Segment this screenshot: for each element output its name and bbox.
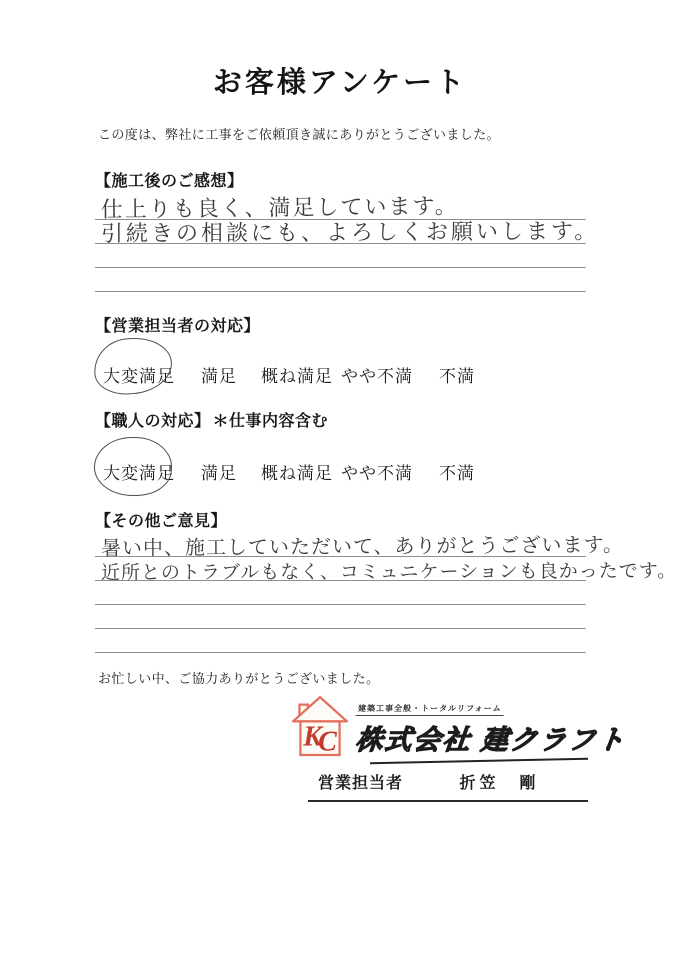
company-logo	[292, 696, 627, 762]
rating-option-somewhat-dissatisfied: やや不満	[341, 367, 413, 386]
house-monogram-icon	[292, 696, 348, 758]
craftsman-heading-note: ＊仕事内容含む	[212, 413, 329, 430]
rating-option-dissatisfied: 不満	[439, 464, 475, 483]
answer-line	[95, 557, 678, 584]
section-heading-craftsman	[95, 408, 328, 431]
handwritten-comment: 引続きの相談にも、よろしくお願いします。	[100, 218, 600, 247]
answer-line	[95, 268, 586, 292]
rating-option-very-satisfied: 大変満足	[103, 464, 175, 483]
section-heading-impressions: 【施工後のご感想】	[95, 173, 244, 190]
handwritten-comment: 仕上りも良く、満足しています。	[100, 193, 459, 223]
craftsman-heading-text: 【職人の対応】	[95, 413, 211, 430]
answer-line	[95, 244, 586, 268]
answer-line	[95, 533, 624, 560]
rating-option-dissatisfied: 不満	[439, 367, 475, 386]
answer-line	[95, 218, 600, 247]
section-heading-other: 【その他ご意見】	[95, 513, 228, 530]
page-title: お客様アンケート	[212, 67, 468, 99]
rating-option-mostly-satisfied: 概ね満足	[261, 367, 333, 386]
handwritten-comment: 暑い中、施工していただいて、ありがとうございます。	[100, 534, 624, 560]
logo-tagline: 建築工事全般・トータルリフォーム	[356, 703, 505, 716]
craftsman-rating-options	[103, 459, 475, 484]
logo-text-block	[356, 698, 627, 762]
impressions-answer-lines	[95, 193, 600, 292]
logo-monogram-c: C	[318, 726, 337, 758]
closing-text: お忙しい中、ご協力ありがとうございました。	[98, 671, 380, 686]
rating-option-somewhat-dissatisfied: やや不満	[341, 464, 413, 483]
intro-text: この度は、弊社に工事をご依頼頂き誠にありがとうございました。	[98, 127, 501, 142]
handwritten-comment: 近所とのトラブルもなく、コミュニケーションも良かったです。	[100, 560, 678, 584]
sales-rating-options	[103, 362, 475, 387]
rating-option-mostly-satisfied: 概ね満足	[261, 464, 333, 483]
rating-option-very-satisfied: 大変満足	[103, 367, 175, 386]
rating-option-satisfied: 満足	[201, 464, 237, 483]
logo-underline-swoosh	[370, 758, 588, 765]
other-comments-answer-lines	[95, 533, 678, 653]
signature-name: 折笠 剛	[459, 775, 540, 792]
logo-company-name: 株式会社 建クラフト	[354, 725, 628, 755]
rating-option-satisfied: 満足	[201, 367, 237, 386]
signature-label: 営業担当者	[318, 775, 404, 792]
signature-line	[308, 770, 588, 802]
answer-line	[95, 629, 586, 653]
answer-line	[95, 581, 586, 605]
section-heading-sales: 【営業担当者の対応】	[95, 318, 261, 335]
logo-monogram-k: K	[303, 721, 322, 753]
answer-line	[95, 605, 586, 629]
